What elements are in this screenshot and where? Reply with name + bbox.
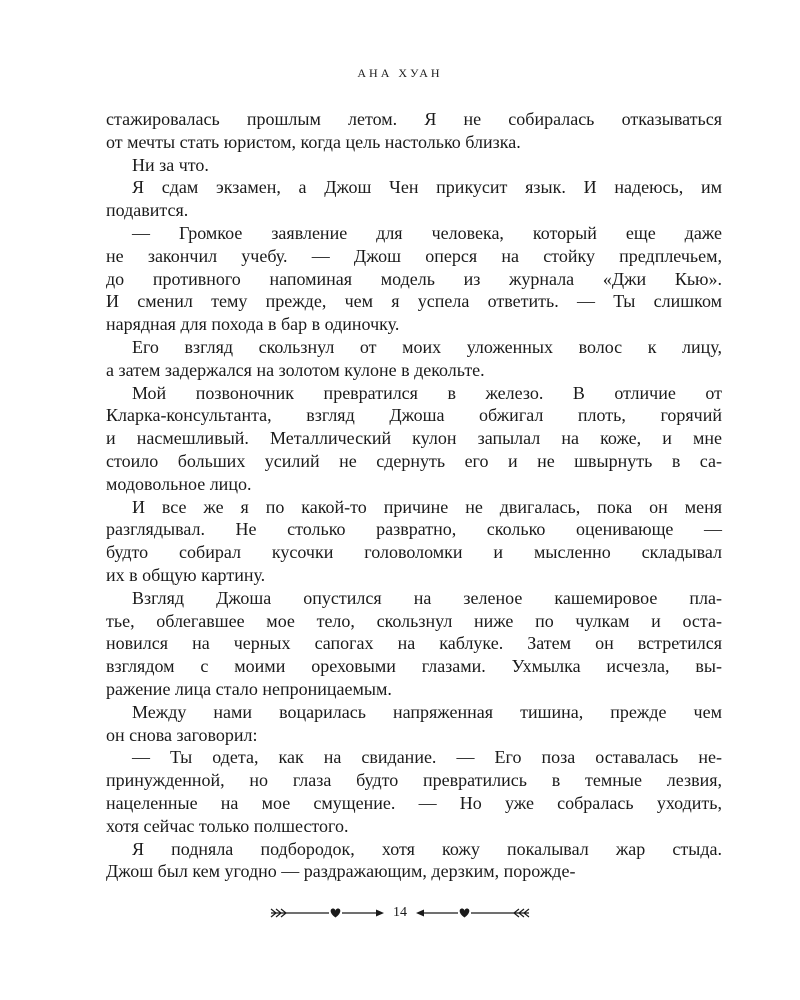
- text-line: не закончил учебу. — Джош оперся на стойку предплечьем,: [106, 245, 722, 266]
- text-line: Взгляд Джоша опустился на зеленое кашемировое пла-: [132, 587, 722, 608]
- text-line: нацеленные на мое смущение. — Но уже собралась уходить,: [106, 792, 722, 813]
- text-line: взглядом с моими ореховыми глазами. Ухмылка исчезла, вы-: [106, 656, 722, 677]
- text-line: ражение лица стало непроницаемым.: [106, 678, 392, 699]
- text-line: Между нами воцарилась напряженная тишина, прежде чем: [132, 701, 722, 722]
- arrow-heart-ornament-right-icon: [415, 905, 531, 921]
- text-line: их в общую картину.: [106, 564, 266, 585]
- text-line: от мечты стать юристом, когда цель настолько близка.: [106, 131, 521, 152]
- text-line: Я подняла подбородок, хотя кожу покалывал жар стыда.: [132, 838, 722, 859]
- text-line: Ни за что.: [132, 154, 209, 175]
- text-line: — Ты одета, как на свидание. — Его поза оставалась не-: [132, 747, 722, 768]
- text-line: стоило больших усилий не сдернуть его и не швырнуть в са-: [106, 450, 722, 471]
- body-text: [106, 108, 722, 883]
- text-line: И сменил тему прежде, чем я успела ответить. — Ты слишком: [106, 291, 722, 312]
- text-line: принужденной, но глаза будто превратились в темные лезвия,: [106, 770, 722, 791]
- text-line: Я сдам экзамен, а Джош Чен прикусит язык. И надеюсь, им: [132, 177, 722, 198]
- text-line: И все же я по какой-то причине не двигалась, пока он меня: [132, 496, 722, 517]
- page-number: 14: [393, 905, 407, 920]
- text-line: он снова заговорил:: [106, 724, 258, 745]
- page-footer: [0, 902, 800, 924]
- running-header-author: АНА ХУАН: [357, 66, 443, 80]
- text-line: — Громкое заявление для человека, который еще даже: [132, 222, 722, 243]
- text-line: а затем задержался на золотом кулоне в декольте.: [106, 359, 485, 380]
- text-line: подавится.: [106, 200, 189, 221]
- text-line: разглядывал. Не столько развратно, сколько оценивающе —: [106, 519, 722, 540]
- arrow-heart-ornament-left-icon: [269, 905, 385, 921]
- text-line: Его взгляд скользнул от моих уложенных волос к лицу,: [132, 336, 722, 357]
- text-line: модовольное лицо.: [106, 473, 252, 494]
- text-line: до противного напоминая модель из журнала «Джи Кью».: [106, 268, 722, 289]
- text-line: нарядная для похода в бар в одиночку.: [106, 314, 400, 335]
- text-line: Мой позвоночник превратился в железо. В отличие от: [132, 382, 722, 403]
- text-line: новился на черных сапогах на каблуке. Затем он встретился: [106, 633, 722, 654]
- text-line: хотя сейчас только полшестого.: [106, 815, 349, 836]
- text-line: стажировалась прошлым летом. Я не собиралась отказываться: [106, 109, 722, 129]
- text-line: тье, облегавшее мое тело, скользнул ниже по чулкам и оста-: [106, 610, 722, 631]
- text-line: и насмешливый. Металлический кулон запылал на коже, и мне: [106, 428, 722, 449]
- text-line: Кларка-консультанта, взгляд Джоша обжигал плоть, горячий: [106, 405, 722, 426]
- text-line: будто собирал кусочки головоломки и мысленно складывал: [106, 542, 722, 563]
- text-line: Джош был кем угодно — раздражающим, дерзким, порожде-: [106, 861, 576, 882]
